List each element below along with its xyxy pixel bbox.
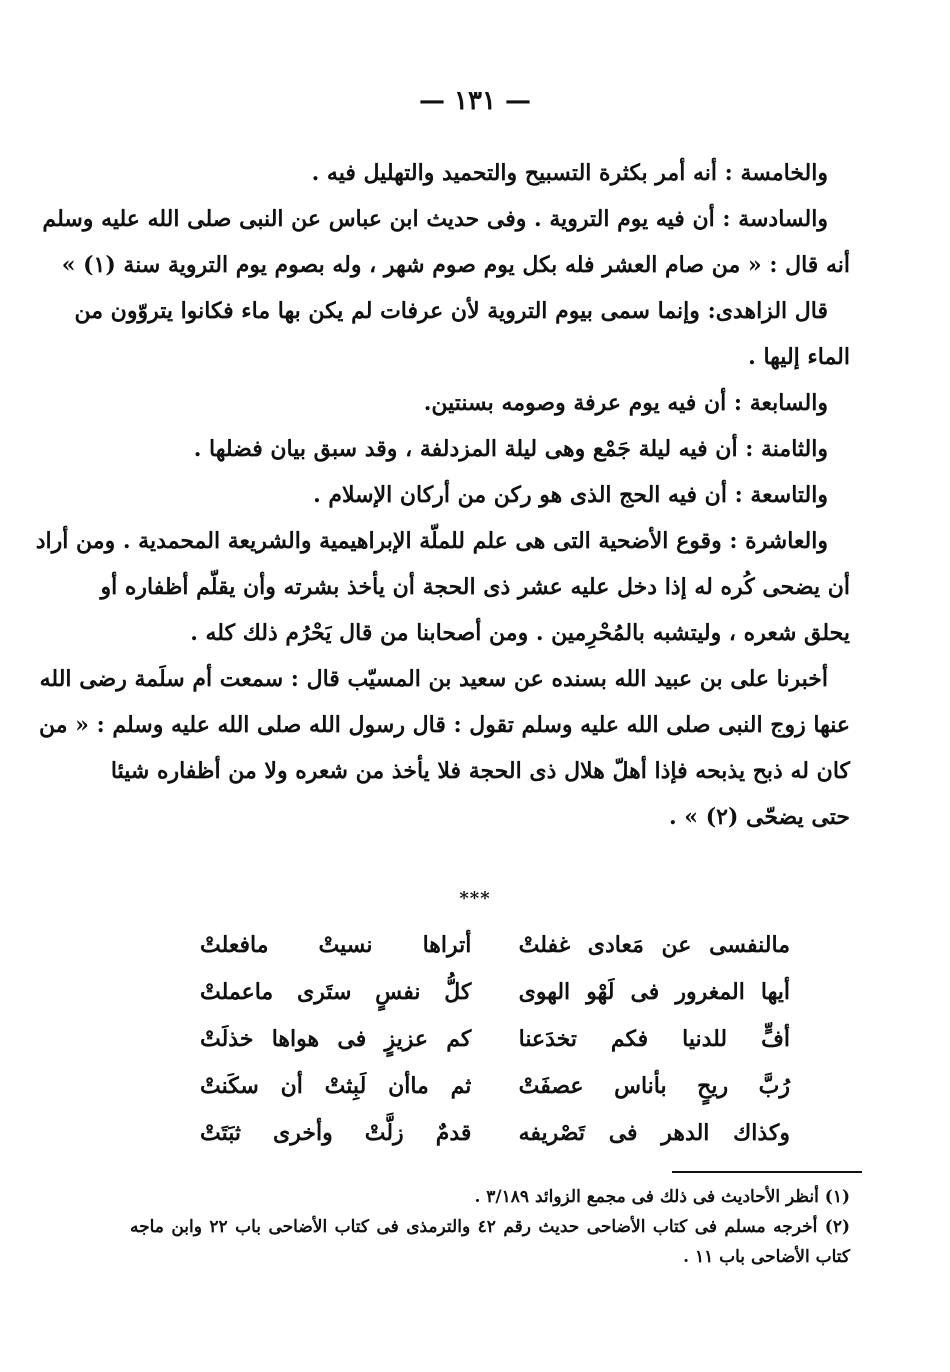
verse-second-hemistich: كم عزيزٍ فى هواها خذلَتْ [200, 1026, 472, 1052]
body-line: الماء إليها . [748, 344, 850, 370]
body-line: قال الزاهدى: وإنما سمى بيوم التروية لأن عرفات لم يكن بها ماء فكانوا يتروّون من [74, 298, 828, 324]
body-line: والخامسة : أنه أمر بكثرة التسبيح والتحميد والتهليل فيه . [311, 160, 828, 186]
body-line: أن يضحى كُره له إذا دخل عليه عشر ذى الحجة أن يأخذ بشرته وأن يقلّم أظفاره أو [100, 574, 850, 600]
footnote-line: (١) أنظر الأحاديث فى ذلك فى مجمع الزوائد ٣/١٨٩ . [474, 1187, 850, 1207]
verse-first-hemistich: أفٍّ للدنيا فكم تخدَعنا [518, 1026, 790, 1052]
footnote-line: (٢) أخرجه مسلم فى كتاب الأضاحى حديث رقم ٤٢ والترمذى فى كتاب الأضاحى باب ٢٢ وابن ماجه [130, 1217, 850, 1237]
body-line: أخبرنا على بن عبيد الله بسنده عن سعيد بن المسيّب قال : سمعت أم سلَمة رضى الله [39, 666, 828, 692]
footnote-divider [672, 1171, 862, 1173]
body-line: يحلق شعره ، وليتشبه بالمُحْرِمين . ومن أصحابنا من قال يَحْرُم ذلك كله . [190, 620, 850, 646]
body-text [35, 150, 850, 840]
verse-second-hemistich: كلُّ نفسٍ ستَرى ماعملتْ [200, 979, 472, 1005]
verse-first-hemistich: رُبَّ ريحٍ بأناس عصفَتْ [518, 1073, 790, 1099]
verse-second-hemistich: أتراها نسيتْ مافعلتْ [200, 932, 472, 958]
footnote-line: كتاب الأضاحى باب ١١ . [683, 1247, 850, 1267]
verse-first-hemistich: أيها المغرور فى لَهْو الهوى [518, 979, 790, 1005]
body-line: والعاشرة : وقوع الأضحية التى هى علم للملّة الإبراهيمية والشريعة المحمدية . ومن أراد [35, 528, 828, 554]
poem-verse [200, 1016, 790, 1063]
poem-verse [200, 1110, 790, 1157]
verse-first-hemistich: مالنفسى عن مَعادى غفلتْ [518, 932, 790, 958]
body-line: والسابعة : أن فيه يوم عرفة وصومه بسنتين. [423, 390, 828, 416]
verse-second-hemistich: قدمٌ زلَّتْ وأخرى ثبَتَتْ [200, 1120, 472, 1146]
body-line: والسادسة : أن فيه يوم التروية . وفى حديث ابن عباس عن النبى صلى الله عليه وسلم [42, 206, 828, 232]
body-line: أنه قال : « من صام العشر فله بكل يوم صوم شهر ، وله بصوم يوم التروية سنة (١) » [61, 252, 850, 278]
footnotes [130, 1182, 850, 1272]
verse-first-hemistich: وكذاك الدهر فى تَصْريفه [518, 1120, 790, 1146]
poem [200, 922, 790, 1157]
verse-second-hemistich: ثم ماأن لَبِثتْ أن سكَنتْ [200, 1073, 472, 1099]
body-line: حتى يضحّى (٢) » . [668, 804, 850, 830]
poem-verse [200, 969, 790, 1016]
body-line: والثامنة : أن فيه ليلة جَمْع وهى ليلة المزدلفة ، وقد سبق بيان فضلها . [193, 436, 828, 462]
poem-verse [200, 922, 790, 969]
poem-verse [200, 1063, 790, 1110]
body-line: كان له ذبح يذبحه فإذا أهلّ هلال ذى الحجة فلا يأخذ من شعره ولا من أظفاره شيئا [110, 758, 850, 784]
section-separator: *** [459, 888, 491, 909]
page-number: — ١٣١ — [418, 86, 532, 116]
body-line: والتاسعة : أن فيه الحج الذى هو ركن من أركان الإسلام . [313, 482, 828, 508]
body-line: عنها زوج النبى صلى الله عليه وسلم تقول : قال رسول الله صلى الله عليه وسلم : « من [38, 712, 850, 738]
